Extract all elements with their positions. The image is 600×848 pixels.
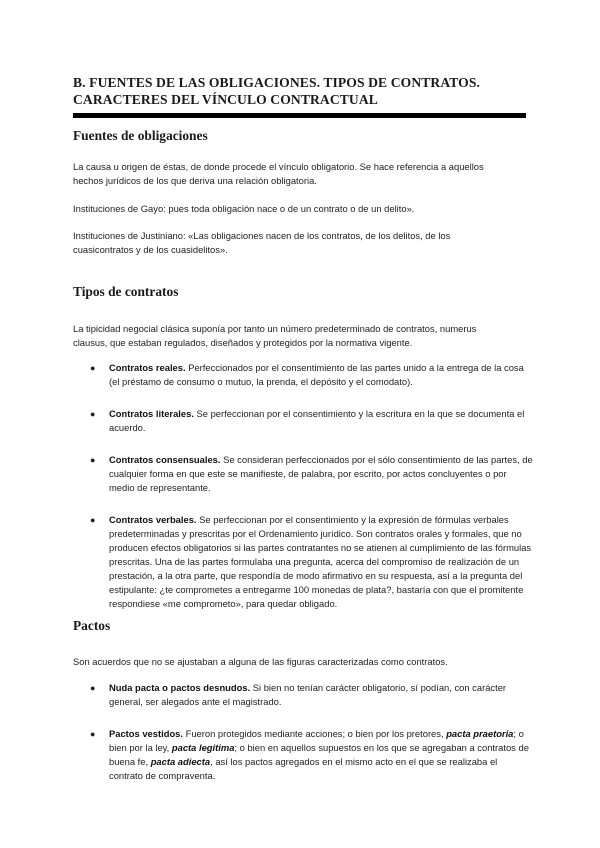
fuentes-paragraph-1: La causa u origen de éstas, de donde procede el vínculo obligatorio. Se hace referencia a aquellos hechos jurídicos de los que deriva una relación obligatoria. [73,161,484,186]
list-item [73,453,533,495]
list-item [73,513,533,611]
list-item-term: Nuda pacta o pactos desnudos. [109,682,251,693]
list-item [73,361,533,389]
latin-term-praetoria: pacta praetoria [446,728,514,739]
pactos-list [73,681,533,783]
section-title-pactos: Pactos [73,618,111,633]
section-title-fuentes: Fuentes de obligaciones [73,128,208,143]
list-item-text: Si bien no tenían carácter obligatorio, sí podían, con carácter general, ser alegados ante el magistrado. [109,682,507,707]
list-item-text: Se perfeccionan por el consentimiento y la escritura en la que se documenta el acuerdo. [109,408,525,433]
list-item-term: Contratos consensuales. [109,454,221,465]
tipos-intro: La tipicidad negocial clásica suponía por tanto un número predeterminado de contratos, numerus clausus, que estaban regulados, diseñados y protegidos por la normativa vigente. [73,323,477,348]
list-item-term: Pactos vestidos. [109,728,183,739]
bullet-icon: ● [90,455,96,465]
list-item-text: ; o bien en aquellos supuestos en los que se agregaban a contratos de buena fe, [109,742,529,767]
fuentes-paragraph-2: Instituciones de Gayo: pues toda obligación nace o de un contrato o de un delito». [73,203,415,214]
fuentes-paragraph-3: Instituciones de Justiniano: «Las obligaciones nacen de los contratos, de los delitos, de los cuasicontratos y de los cuasidelitos». [73,230,451,255]
list-item [73,727,533,783]
document-heading: B. FUENTES DE LAS OBLIGACIONES. TIPOS DE CONTRATOS. CARACTERES DEL VÍNCULO CONTRACTUAL [73,75,480,107]
bullet-icon: ● [90,363,96,373]
section-title-tipos: Tipos de contratos [73,284,179,299]
list-item-text: Se consideran perfeccionados por el sólo consentimiento de las partes, de cualquier forma en que este se manifieste, de palabra, por escrito, por actos concluyentes o por medio de representante. [109,454,533,493]
latin-term-adiecta: pacta adiecta [150,756,211,767]
list-item-text: Perfeccionados por el consentimiento de las partes unido a la entrega de la cosa (el préstamo de consumo o mutuo, la prenda, el depósito y el comodato). [109,362,524,387]
list-item [73,681,533,709]
list-item-term: Contratos reales. [109,362,186,373]
list-item-text: Se perfeccionan por el consentimiento y la expresión de fórmulas verbales predeterminadas y prescritas por el Ordenamiento jurídico. Son contratos orales y formales, que no producen efectos obligatorios si las partes contratantes no se atienen al cumplimiento de las fórmulas prescritas. Una de las partes formulaba una pregunta, acerca del compromiso de realización de un prestación, a la otra parte, que respondía de modo afirmativo en su respuesta, así a la pregunta del estipulante: ¿te comprometes a entregarme 100 monedas de plata?, bastaría con que el promitente respondiese «me comprometo», para quedar obligado. [109,514,532,609]
bullet-icon: ● [90,683,96,693]
bullet-icon: ● [90,729,96,739]
heading-divider [73,113,526,118]
list-item-term: Contratos literales. [109,408,194,419]
list-item [73,407,533,435]
tipos-list [73,361,533,611]
pactos-intro: Son acuerdos que no se ajustaban a alguna de las figuras caracterizadas como contratos. [73,656,448,667]
list-item-text: ; o bien por la ley, [109,728,524,753]
bullet-icon: ● [90,409,96,419]
bullet-icon: ● [90,515,96,525]
list-item-text: , así los pactos agregados en el mismo acto en el que se realizaba el contrato de compraventa. [109,756,498,781]
list-item-text: Fueron protegidos mediante acciones; o bien por los pretores, [183,728,447,739]
latin-term-legitima: pacta legitima [171,742,235,753]
list-item-term: Contratos verbales. [109,514,197,525]
